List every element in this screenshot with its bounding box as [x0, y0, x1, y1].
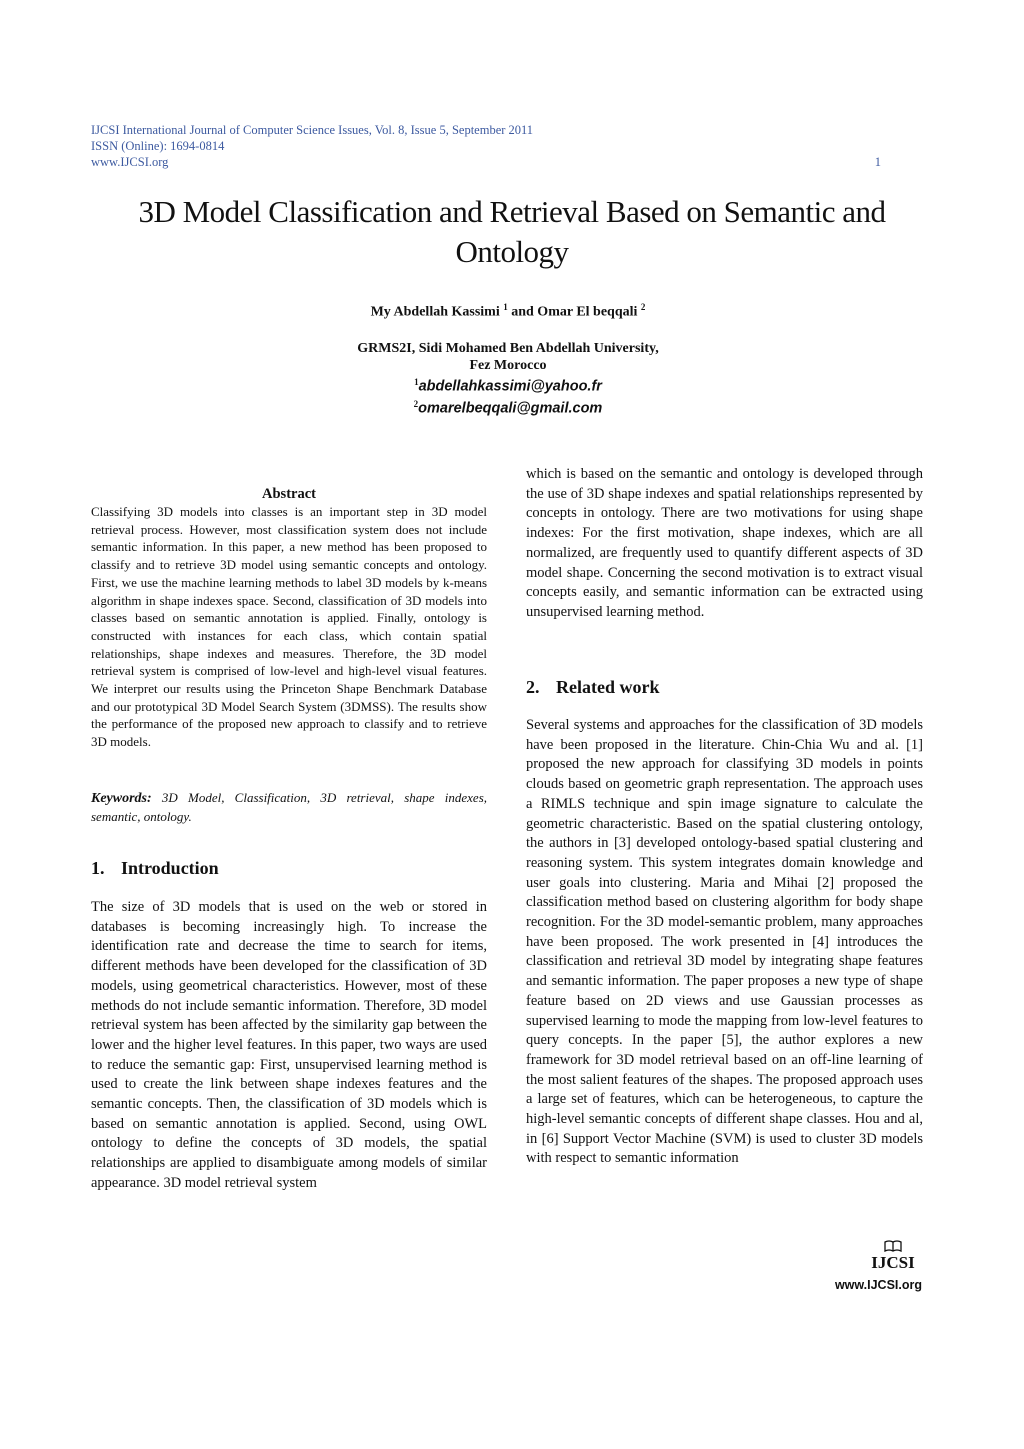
affiliation-line-1: GRMS2I, Sidi Mohamed Ben Abdellah University,	[357, 341, 659, 356]
related-work-paragraph: Several systems and approaches for the classification of 3D models have been proposed in the literature. Chin-Chia Wu and al. [1] proposed the new approach for classifying 3D models in points clouds based on geometric graph representation. The approach uses a RIMLS technique and spin image signature to calculate the geometric characteristic. Based on the spatial clustering ontology, the authors in [3] developed ontology-based spatial clustering and reasoning system. This system integrates domain knowledge and user goals into clustering. Maria and Mihai [2] proposed the classification method based on clustering algorithm for body shape recognition. For the 3D model-semantic problem, many approaches have been proposed. The work presented in [4] introduces the classification and retrieval 3D model by integrating shape features and semantic information. The paper proposes a new type of shape feature based on 2D views and use Gaussian processes as supervised learning to mode the mapping from low-level features to query concepts. In the paper [5], the author explores a new framework for 3D model retrieval based on an off-line learning of the most salient features of the shapes. The proposed approach uses a large set of features, which can be heterogeneous, to capture the high-level semantic concepts of different shape classes. Hou and al, in [6] Support Vector Machine (SVM) is used to cluster 3D models with respect to semantic information	[526, 717, 923, 1167]
related-work-title: Related work	[556, 677, 660, 697]
affiliation	[0, 340, 1016, 417]
related-work-number: 2.	[526, 677, 540, 697]
running-header	[91, 122, 881, 170]
intro-continued-text	[526, 465, 923, 623]
introduction-heading	[91, 858, 487, 879]
introduction-number: 1.	[91, 858, 105, 878]
abstract-heading: Abstract	[262, 486, 316, 502]
related-work-heading	[526, 677, 923, 698]
related-work-text	[526, 716, 923, 1169]
issn-line: ISSN (Online): 1694-0814	[91, 139, 225, 153]
email-2-row	[0, 396, 1016, 418]
keywords-text: 3D Model, Classification, 3D retrieval, shape indexes, semantic, ontology.	[91, 790, 487, 824]
journal-line: IJCSI International Journal of Computer Science Issues, Vol. 8, Issue 5, September 2011	[91, 123, 534, 137]
author-1: My Abdellah Kassimi	[370, 304, 500, 320]
paper-title	[60, 192, 964, 272]
author-1-sup: 1	[503, 302, 508, 312]
footer-website[interactable]: www.IJCSI.org	[834, 1278, 922, 1292]
keywords-label: Keywords:	[91, 791, 152, 806]
affiliation-line-2: Fez Morocco	[469, 358, 547, 373]
title-line-2: Ontology	[455, 234, 569, 269]
email-2-sup: 2	[413, 398, 419, 409]
keywords	[91, 789, 487, 825]
page-number: 1	[874, 155, 881, 169]
email-1-sup: 1	[414, 377, 419, 387]
logo-text: IJCSI	[871, 1253, 915, 1272]
introduction-paragraph: The size of 3D models that is used on the web or stored in databases is becoming increasingly high. To increase the identification rate and decrease the time to search for items, different methods have been developed for the classification of 3D models, using geometrical characteristics. However, most of these methods do not include semantic information. Therefore, 3D model retrieval system has been affected by the similarity gap between the lower and the higher level features. In this paper, two ways are used to reduce the semantic gap: First, unsupervised learning method is used to create the link between shape indexes features and the semantic concepts. Then, the classification of 3D models which is based on semantic annotation is applied. Second, using OWL ontology to define the concepts of 3D models, the spatial relationships are applied to disambiguate among models of similar appearance. 3D model retrieval system	[91, 899, 487, 1191]
abstract-text: Classifying 3D models into classes is an important step in 3D model retrieval process. However, most classification system does not include semantic information. In this paper, a new method has been proposed to classify and to retrieve 3D model using semantic concepts and ontology. First, we use the machine learning methods to label 3D models by k-means algorithm in shape indexes space. Second, classification of 3D models into classes based on semantic annotation is applied. Finally, ontology is constructed with instances for each class, which contain spatial relationships, shape indexes and measures. Therefore, the 3D model retrieval system is comprised of low-level and high-level visual features. We interpret our results using the Princeton Shape Benchmark Database and our prototypical 3D Model Search System (3DMSS). The results show the performance of the proposed new approach to classify and to retrieve 3D models.	[91, 504, 487, 750]
intro-continued-paragraph: which is based on the semantic and ontology is developed through the use of 3D shape indexes and spatial relationships represented by concepts in ontology. There are two motivations for using shape indexes: For the first motivation, shape indexes, which are all normalized, are frequently used to quantify different aspects of 3D model shape. Concerning the second motivation is to extract visual concepts easily, and semantic information can be extracted using unsupervised learning method.	[526, 466, 923, 620]
authors	[0, 302, 1016, 321]
author-2-sup: 2	[640, 302, 646, 312]
email-2[interactable]: omarelbeqqali@gmail.com	[418, 400, 603, 417]
email-1-row	[0, 374, 1016, 396]
introduction-text	[91, 898, 487, 1194]
ijcsi-logo	[862, 1240, 924, 1273]
introduction-title: Introduction	[121, 858, 219, 878]
website-line[interactable]: www.IJCSI.org	[91, 155, 169, 169]
email-1[interactable]: abdellahkassimi@yahoo.fr	[418, 378, 602, 395]
author-2: and Omar El beqqali	[511, 304, 638, 320]
title-line-1: 3D Model Classification and Retrieval Based on Semantic and	[138, 194, 886, 229]
open-book-icon	[884, 1240, 902, 1253]
